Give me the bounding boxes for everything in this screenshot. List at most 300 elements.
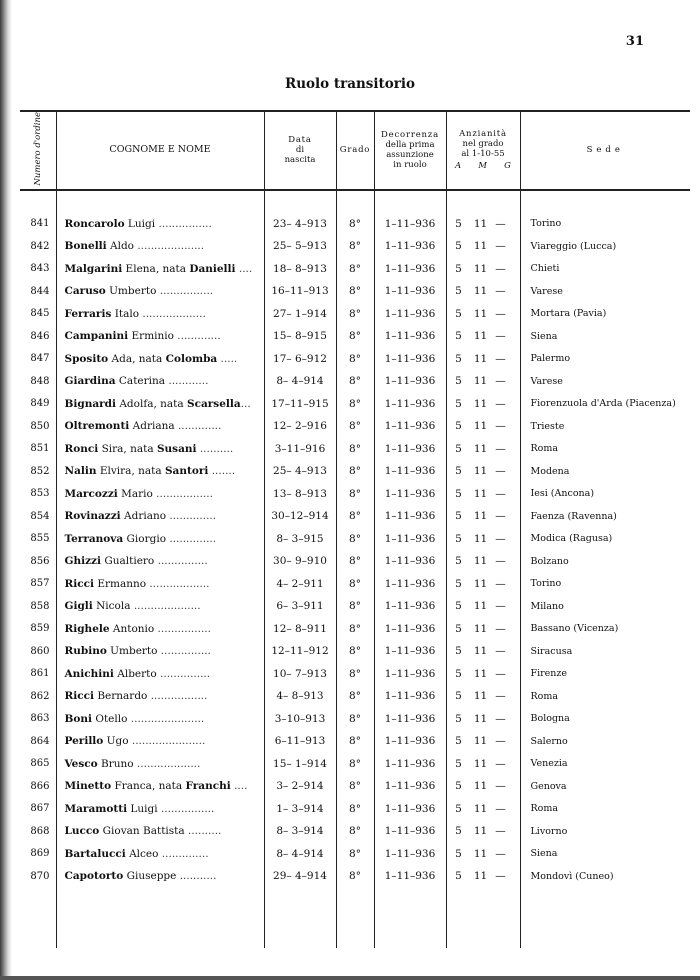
seniority bbox=[446, 843, 520, 866]
given-name: Alberto bbox=[113, 667, 157, 680]
surname: Lucco bbox=[64, 825, 100, 838]
office-location: Siena bbox=[520, 843, 690, 866]
seniority-years: 5 bbox=[455, 375, 462, 388]
seniority-days: — bbox=[495, 262, 506, 275]
seniority-months: 11 bbox=[473, 780, 488, 793]
grade: 8° bbox=[336, 460, 374, 483]
office-location: Venezia bbox=[520, 753, 690, 776]
table-row bbox=[20, 730, 690, 753]
surname: Rovinazzi bbox=[64, 510, 121, 523]
office-location: Varese bbox=[520, 280, 690, 303]
order-number: 841 bbox=[30, 218, 50, 230]
surname: Gigli bbox=[64, 600, 93, 613]
grade: 8° bbox=[336, 708, 374, 731]
leader-dots: ................ bbox=[157, 802, 215, 815]
seniority-years: 5 bbox=[455, 397, 462, 410]
header-cognome: COGNOME E NOME bbox=[56, 111, 264, 190]
person-name bbox=[56, 865, 264, 888]
person-name bbox=[56, 258, 264, 281]
grade: 8° bbox=[336, 258, 374, 281]
seniority-days: — bbox=[495, 532, 506, 545]
seniority-months: 11 bbox=[473, 285, 488, 298]
maiden-name: Franchi bbox=[185, 780, 231, 793]
hire-date: 1–11–936 bbox=[374, 528, 446, 551]
person-name bbox=[56, 393, 264, 416]
hire-date: 1–11–936 bbox=[374, 550, 446, 573]
seniority-years: 5 bbox=[455, 262, 462, 275]
given-name: Elena, nata bbox=[122, 262, 190, 275]
hire-date: 1–11–936 bbox=[374, 325, 446, 348]
seniority bbox=[446, 460, 520, 483]
birth-date: 30–12–914 bbox=[264, 505, 336, 528]
surname: Rubino bbox=[64, 645, 107, 658]
birth-date: 10– 7–913 bbox=[264, 663, 336, 686]
seniority bbox=[446, 303, 520, 326]
birth-date: 17– 6–912 bbox=[264, 348, 336, 371]
order-number: 855 bbox=[30, 533, 50, 545]
birth-date: 8– 4–914 bbox=[264, 843, 336, 866]
grade: 8° bbox=[336, 370, 374, 393]
surname: Malgarini bbox=[64, 262, 123, 275]
office-location: Fiorenzuola d'Arda (Piacenza) bbox=[520, 393, 690, 416]
table-row bbox=[20, 393, 690, 416]
surname: Anichini bbox=[64, 667, 114, 680]
table-row bbox=[20, 325, 690, 348]
table-row bbox=[20, 843, 690, 866]
person-name bbox=[56, 505, 264, 528]
seniority bbox=[446, 685, 520, 708]
office-location: Siena bbox=[520, 325, 690, 348]
surname: Roncarolo bbox=[64, 217, 125, 230]
hire-date: 1–11–936 bbox=[374, 235, 446, 258]
birth-date: 8– 3–914 bbox=[264, 820, 336, 843]
person-name bbox=[56, 370, 264, 393]
given-name: Adolfa, nata bbox=[116, 397, 187, 410]
leader-dots: .................. bbox=[146, 577, 210, 590]
seniority-months: 11 bbox=[473, 555, 488, 568]
surname: Ghizzi bbox=[64, 555, 102, 568]
seniority-days: — bbox=[495, 712, 506, 725]
grade: 8° bbox=[336, 618, 374, 641]
table-row bbox=[20, 235, 690, 258]
person-name bbox=[56, 618, 264, 641]
birth-date: 17–11–915 bbox=[264, 393, 336, 416]
table-row bbox=[20, 528, 690, 551]
hire-date: 1–11–936 bbox=[374, 798, 446, 821]
leader-dots: ............. bbox=[174, 420, 222, 433]
office-location: Mortara (Pavia) bbox=[520, 303, 690, 326]
seniority-months: 11 bbox=[473, 420, 488, 433]
given-name: Ugo bbox=[103, 735, 129, 748]
given-name: Italo bbox=[111, 307, 140, 320]
seniority-months: 11 bbox=[473, 375, 488, 388]
person-name bbox=[56, 325, 264, 348]
leader-dots: ............. bbox=[173, 330, 221, 343]
page-number: 31 bbox=[625, 34, 644, 49]
grade: 8° bbox=[336, 393, 374, 416]
given-name: Bruno bbox=[97, 757, 134, 770]
person-name bbox=[56, 663, 264, 686]
leader-dots: ................ bbox=[156, 285, 214, 298]
seniority bbox=[446, 573, 520, 596]
seniority bbox=[446, 640, 520, 663]
table-row bbox=[20, 505, 690, 528]
order-number: 861 bbox=[30, 668, 50, 680]
seniority-years: 5 bbox=[455, 600, 462, 613]
hire-date: 1–11–936 bbox=[374, 505, 446, 528]
birth-date: 18– 8–913 bbox=[264, 258, 336, 281]
leader-dots: ...................... bbox=[128, 735, 206, 748]
seniority-days: — bbox=[495, 330, 506, 343]
order-number: 848 bbox=[30, 375, 50, 387]
office-location: Roma bbox=[520, 798, 690, 821]
given-name: Nicola bbox=[92, 600, 131, 613]
birth-date: 25– 4–913 bbox=[264, 460, 336, 483]
table-row bbox=[20, 460, 690, 483]
given-name: Ada, nata bbox=[108, 352, 166, 365]
seniority-days: — bbox=[495, 352, 506, 365]
order-number: 849 bbox=[30, 398, 50, 410]
hire-date: 1–11–936 bbox=[374, 663, 446, 686]
seniority-months: 11 bbox=[473, 307, 488, 320]
maiden-name: Santori bbox=[164, 465, 209, 478]
hire-date: 1–11–936 bbox=[374, 573, 446, 596]
person-name bbox=[56, 798, 264, 821]
given-name: Gualtiero bbox=[101, 555, 155, 568]
seniority-years: 5 bbox=[455, 802, 462, 815]
office-location: Livorno bbox=[520, 820, 690, 843]
grade: 8° bbox=[336, 325, 374, 348]
birth-date: 15– 8–915 bbox=[264, 325, 336, 348]
hire-date: 1–11–936 bbox=[374, 348, 446, 371]
seniority-days: — bbox=[495, 847, 506, 860]
page-bottom-edge bbox=[0, 976, 700, 980]
leader-dots: .......... bbox=[184, 825, 222, 838]
order-number: 864 bbox=[30, 735, 50, 747]
seniority-months: 11 bbox=[473, 757, 488, 770]
birth-date: 8– 4–914 bbox=[264, 370, 336, 393]
person-name bbox=[56, 753, 264, 776]
seniority bbox=[446, 213, 520, 236]
table-row bbox=[20, 775, 690, 798]
person-name bbox=[56, 708, 264, 731]
seniority-years: 5 bbox=[455, 465, 462, 478]
order-number: 843 bbox=[30, 263, 50, 275]
page-title: Ruolo transitorio bbox=[285, 76, 415, 92]
person-name bbox=[56, 483, 264, 506]
leader-dots: .............. bbox=[166, 532, 217, 545]
birth-date: 30– 9–910 bbox=[264, 550, 336, 573]
table-row bbox=[20, 438, 690, 461]
seniority-years: 5 bbox=[455, 847, 462, 860]
seniority bbox=[446, 798, 520, 821]
seniority bbox=[446, 865, 520, 888]
maiden-name: Danielli bbox=[189, 262, 236, 275]
table-row bbox=[20, 348, 690, 371]
grade: 8° bbox=[336, 303, 374, 326]
leader-dots: ............ bbox=[165, 375, 209, 388]
order-number: 857 bbox=[30, 578, 50, 590]
given-name: Elvira, nata bbox=[96, 465, 165, 478]
seniority-days: — bbox=[495, 375, 506, 388]
office-location: Roma bbox=[520, 438, 690, 461]
scan-edge bbox=[0, 0, 12, 980]
grade: 8° bbox=[336, 483, 374, 506]
leader-dots: .............. bbox=[158, 847, 209, 860]
surname: Terranova bbox=[64, 532, 124, 545]
birth-date: 8– 3–915 bbox=[264, 528, 336, 551]
hire-date: 1–11–936 bbox=[374, 595, 446, 618]
seniority-months: 11 bbox=[473, 802, 488, 815]
hire-date: 1–11–936 bbox=[374, 865, 446, 888]
hire-date: 1–11–936 bbox=[374, 640, 446, 663]
given-name: Giorgio bbox=[123, 532, 167, 545]
given-name: Aldo bbox=[106, 240, 134, 253]
table-row bbox=[20, 370, 690, 393]
hire-date: 1–11–936 bbox=[374, 685, 446, 708]
surname: Oltremonti bbox=[64, 420, 130, 433]
table-row bbox=[20, 483, 690, 506]
leader-dots: ................ bbox=[155, 217, 212, 230]
given-name: Ermanno bbox=[94, 577, 147, 590]
given-name: Giuseppe bbox=[123, 870, 177, 883]
order-number: 844 bbox=[30, 285, 50, 297]
seniority bbox=[446, 438, 520, 461]
seniority-years: 5 bbox=[455, 217, 462, 230]
seniority-years: 5 bbox=[455, 487, 462, 500]
table-row bbox=[20, 595, 690, 618]
table-row bbox=[20, 820, 690, 843]
surname: Boni bbox=[64, 712, 93, 725]
seniority bbox=[446, 528, 520, 551]
birth-date: 23– 4–913 bbox=[264, 213, 336, 236]
seniority-days: — bbox=[495, 690, 506, 703]
hire-date: 1–11–936 bbox=[374, 415, 446, 438]
table-row bbox=[20, 753, 690, 776]
seniority-months: 11 bbox=[473, 465, 488, 478]
order-number: 846 bbox=[30, 330, 50, 342]
given-name: Giovan Battista bbox=[99, 825, 185, 838]
table-row bbox=[20, 573, 690, 596]
seniority bbox=[446, 325, 520, 348]
birth-date: 4– 8–913 bbox=[264, 685, 336, 708]
order-number: 870 bbox=[30, 870, 50, 882]
office-location: Chieti bbox=[520, 258, 690, 281]
hire-date: 1–11–936 bbox=[374, 280, 446, 303]
birth-date: 1– 3–914 bbox=[264, 798, 336, 821]
surname: Ronci bbox=[64, 442, 99, 455]
seniority-years: 5 bbox=[455, 330, 462, 343]
order-number: 865 bbox=[30, 758, 50, 770]
header-grado: Grado bbox=[336, 111, 374, 190]
seniority-years: 5 bbox=[455, 645, 462, 658]
hire-date: 1–11–936 bbox=[374, 258, 446, 281]
person-name bbox=[56, 303, 264, 326]
hire-date: 1–11–936 bbox=[374, 483, 446, 506]
seniority-months: 11 bbox=[473, 735, 488, 748]
leader-dots: ................... bbox=[133, 757, 201, 770]
order-number: 862 bbox=[30, 690, 50, 702]
seniority-months: 11 bbox=[473, 487, 488, 500]
hire-date: 1–11–936 bbox=[374, 775, 446, 798]
order-number: 852 bbox=[30, 465, 50, 477]
order-number: 866 bbox=[30, 780, 50, 792]
seniority-months: 11 bbox=[473, 262, 488, 275]
surname: Caruso bbox=[64, 285, 106, 298]
given-name: Umberto bbox=[105, 285, 157, 298]
staff-register-table bbox=[20, 110, 690, 948]
person-name bbox=[56, 843, 264, 866]
seniority bbox=[446, 348, 520, 371]
seniority-years: 5 bbox=[455, 420, 462, 433]
seniority-days: — bbox=[495, 240, 506, 253]
order-number: 869 bbox=[30, 848, 50, 860]
maiden-name: Scarsella bbox=[187, 397, 241, 410]
seniority-years: 5 bbox=[455, 352, 462, 365]
seniority bbox=[446, 370, 520, 393]
seniority-years: 5 bbox=[455, 307, 462, 320]
seniority-days: — bbox=[495, 577, 506, 590]
table-row bbox=[20, 685, 690, 708]
grade: 8° bbox=[336, 348, 374, 371]
leader-dots: ................. bbox=[152, 487, 213, 500]
seniority bbox=[446, 550, 520, 573]
birth-date: 16–11–913 bbox=[264, 280, 336, 303]
surname: Bartalucci bbox=[64, 847, 126, 860]
leader-dots: ............... bbox=[157, 645, 211, 658]
seniority-months: 11 bbox=[473, 510, 488, 523]
seniority bbox=[446, 415, 520, 438]
given-name: Franca, nata bbox=[111, 780, 186, 793]
seniority bbox=[446, 505, 520, 528]
order-number: 858 bbox=[30, 600, 50, 612]
table-row bbox=[20, 708, 690, 731]
grade: 8° bbox=[336, 730, 374, 753]
seniority-months: 11 bbox=[473, 532, 488, 545]
seniority-days: — bbox=[495, 217, 506, 230]
seniority-days: — bbox=[495, 555, 506, 568]
leader-dots: .... bbox=[235, 262, 253, 275]
seniority-months: 11 bbox=[473, 622, 488, 635]
office-location: Mondovì (Cuneo) bbox=[520, 865, 690, 888]
given-name: Otello bbox=[92, 712, 128, 725]
birth-date: 25– 5–913 bbox=[264, 235, 336, 258]
seniority-months: 11 bbox=[473, 645, 488, 658]
grade: 8° bbox=[336, 640, 374, 663]
seniority-days: — bbox=[495, 802, 506, 815]
table-row bbox=[20, 798, 690, 821]
office-location: Salerno bbox=[520, 730, 690, 753]
birth-date: 13– 8–913 bbox=[264, 483, 336, 506]
table-row bbox=[20, 550, 690, 573]
seniority-years: 5 bbox=[455, 667, 462, 680]
person-name bbox=[56, 640, 264, 663]
seniority-years: 5 bbox=[455, 555, 462, 568]
seniority-years: 5 bbox=[455, 532, 462, 545]
order-number: 863 bbox=[30, 713, 50, 725]
seniority bbox=[446, 820, 520, 843]
seniority-months: 11 bbox=[473, 352, 488, 365]
person-name bbox=[56, 438, 264, 461]
header-anzianita: Anzianità nel grado al 1-10-55 A M G bbox=[446, 111, 520, 190]
hire-date: 1–11–936 bbox=[374, 730, 446, 753]
surname: Minetto bbox=[64, 780, 112, 793]
seniority-days: — bbox=[495, 465, 506, 478]
seniority-months: 11 bbox=[473, 397, 488, 410]
seniority-months: 11 bbox=[473, 690, 488, 703]
office-location: Viareggio (Lucca) bbox=[520, 235, 690, 258]
order-number: 845 bbox=[30, 308, 50, 320]
seniority bbox=[446, 618, 520, 641]
leader-dots: ........... bbox=[176, 870, 217, 883]
birth-date: 27– 1–914 bbox=[264, 303, 336, 326]
order-number: 850 bbox=[30, 420, 50, 432]
seniority bbox=[446, 235, 520, 258]
hire-date: 1–11–936 bbox=[374, 438, 446, 461]
hire-date: 1–11–936 bbox=[374, 708, 446, 731]
person-name bbox=[56, 550, 264, 573]
grade: 8° bbox=[336, 505, 374, 528]
office-location: Bassano (Vicenza) bbox=[520, 618, 690, 641]
order-number: 856 bbox=[30, 555, 50, 567]
order-number: 867 bbox=[30, 803, 50, 815]
leader-dots: ................ bbox=[154, 622, 211, 635]
hire-date: 1–11–936 bbox=[374, 213, 446, 236]
order-number: 859 bbox=[30, 623, 50, 635]
surname: Ricci bbox=[64, 690, 94, 703]
header-sede: Sede bbox=[520, 111, 690, 190]
given-name: Adriano bbox=[120, 510, 167, 523]
person-name bbox=[56, 595, 264, 618]
table-header-row bbox=[20, 111, 690, 190]
table-row bbox=[20, 213, 690, 236]
seniority-months: 11 bbox=[473, 577, 488, 590]
office-location: Iesi (Ancona) bbox=[520, 483, 690, 506]
surname: Bonelli bbox=[64, 240, 107, 253]
grade: 8° bbox=[336, 528, 374, 551]
seniority-days: — bbox=[495, 397, 506, 410]
seniority-months: 11 bbox=[473, 600, 488, 613]
order-number: 842 bbox=[30, 240, 50, 252]
grade: 8° bbox=[336, 775, 374, 798]
leader-dots: ............... bbox=[154, 555, 208, 568]
hire-date: 1–11–936 bbox=[374, 843, 446, 866]
leader-dots: ................. bbox=[147, 690, 208, 703]
seniority-months: 11 bbox=[473, 847, 488, 860]
seniority bbox=[446, 393, 520, 416]
surname: Bignardi bbox=[64, 397, 117, 410]
leader-dots: ..... bbox=[217, 352, 238, 365]
person-name bbox=[56, 775, 264, 798]
office-location: Varese bbox=[520, 370, 690, 393]
hire-date: 1–11–936 bbox=[374, 303, 446, 326]
person-name bbox=[56, 730, 264, 753]
office-location: Milano bbox=[520, 595, 690, 618]
given-name: Luigi bbox=[124, 217, 156, 230]
surname: Ricci bbox=[64, 577, 94, 590]
birth-date: 6– 3–911 bbox=[264, 595, 336, 618]
hire-date: 1–11–936 bbox=[374, 460, 446, 483]
office-location: Torino bbox=[520, 573, 690, 596]
seniority-days: — bbox=[495, 825, 506, 838]
seniority-days: — bbox=[495, 487, 506, 500]
grade: 8° bbox=[336, 753, 374, 776]
seniority-years: 5 bbox=[455, 735, 462, 748]
leader-dots: ............... bbox=[156, 667, 211, 680]
leader-dots: .... bbox=[230, 780, 248, 793]
office-location: Roma bbox=[520, 685, 690, 708]
grade: 8° bbox=[336, 280, 374, 303]
